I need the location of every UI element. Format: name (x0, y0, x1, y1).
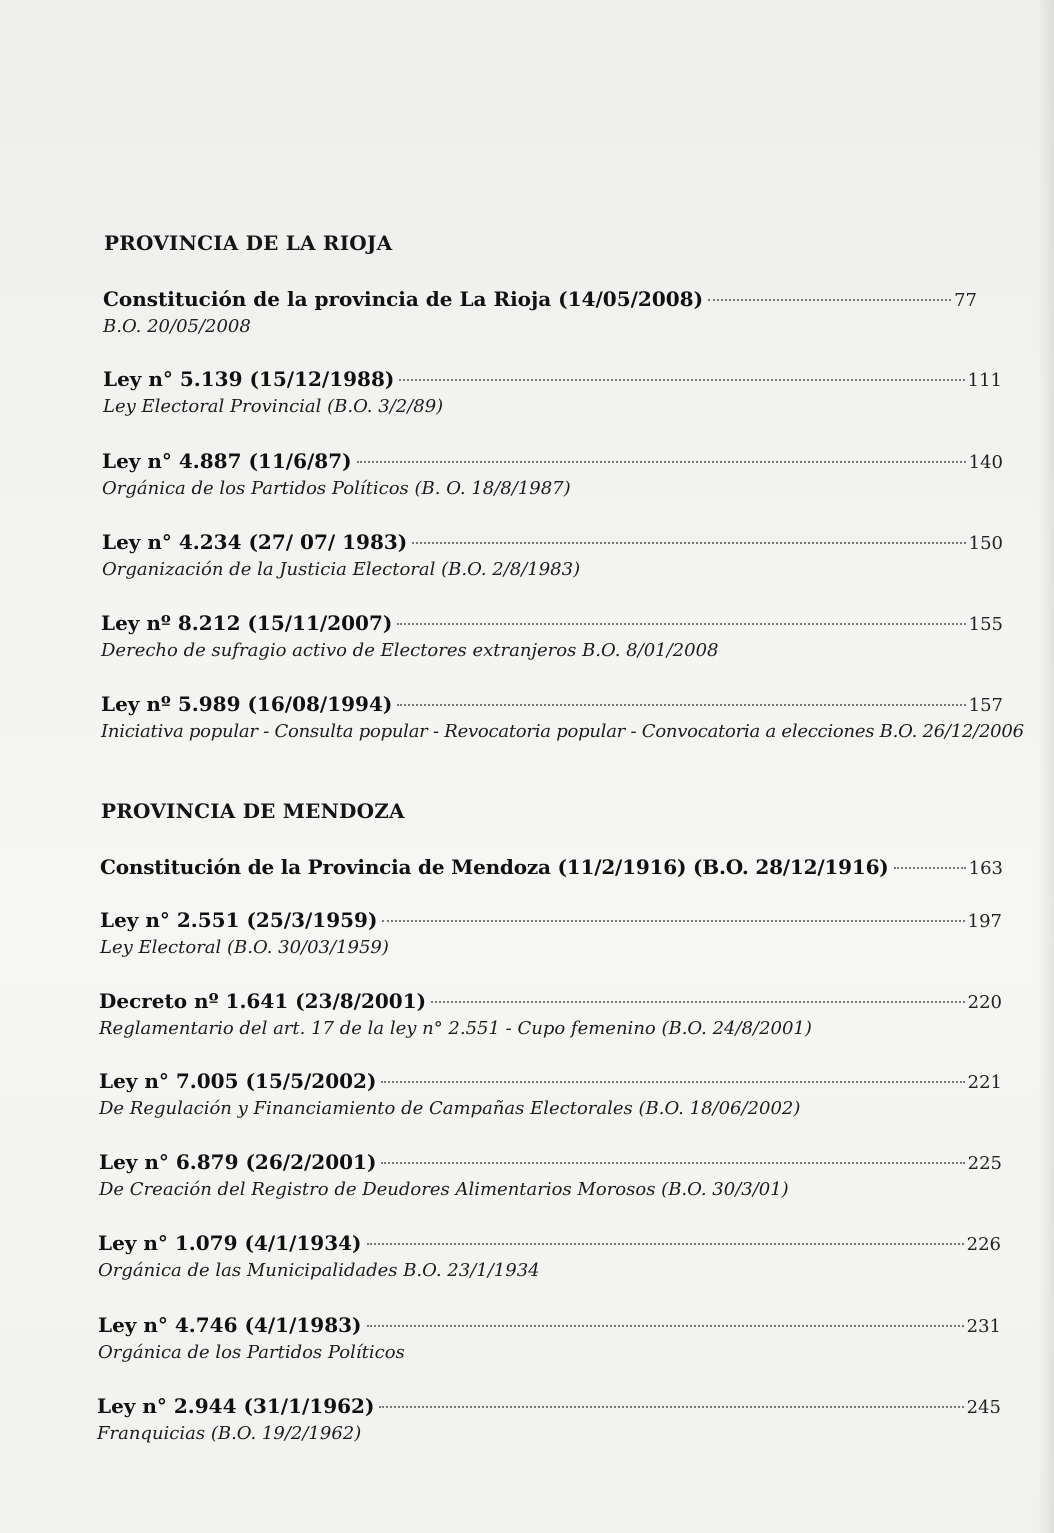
toc-entry (98, 1313, 1001, 1363)
toc-entry-line (101, 692, 1003, 716)
toc-page-number: 150 (968, 533, 1003, 554)
scan-edge-shadow (1038, 0, 1054, 1533)
toc-entry (100, 908, 1002, 958)
toc-page-number: 157 (968, 695, 1003, 716)
toc-entry-line (103, 367, 1002, 391)
toc-entry-line (97, 1394, 1001, 1418)
toc-entry-line (99, 1069, 1002, 1093)
dot-leader (431, 1001, 965, 1003)
toc-page-number: 225 (967, 1153, 1002, 1174)
toc-entry-title: Ley n° 1.079 (4/1/1934) (98, 1231, 362, 1255)
toc-entry (102, 530, 1003, 580)
toc-entry-title: Ley n° 4.746 (4/1/1983) (98, 1313, 362, 1337)
toc-entry (103, 367, 1002, 417)
toc-entry-title: Ley n° 4.234 (27/ 07/ 1983) (102, 530, 408, 554)
dot-leader (367, 1325, 964, 1327)
dot-leader (381, 1081, 964, 1083)
toc-entry-title: Constitución de la provincia de La Rioja (14/05/2008) (103, 287, 704, 311)
dot-leader (399, 379, 964, 381)
toc-page-number: 77 (954, 290, 977, 311)
toc-page-number: 111 (967, 370, 1002, 391)
toc-entry-line (101, 611, 1003, 635)
toc-entry (98, 1231, 1001, 1281)
dot-leader (367, 1243, 964, 1245)
toc-entry-subtitle: Organización de la Justicia Electoral (B.O. 2/8/1983) (102, 559, 581, 580)
toc-entry-line (100, 855, 1003, 879)
dot-leader (708, 299, 951, 301)
toc-entry (101, 611, 1003, 661)
toc-entry (101, 692, 1024, 742)
toc-entry (103, 287, 977, 337)
section-title-la-rioja: PROVINCIA DE LA RIOJA (104, 231, 393, 255)
toc-entry-subtitle: Iniciativa popular - Consulta popular - Revocatoria popular - Convocatoria a elecciones B.O. 26/12/2006 (101, 721, 1024, 742)
toc-page-number: 220 (967, 992, 1002, 1013)
toc-entry-subtitle: Franquicias (B.O. 19/2/1962) (97, 1423, 362, 1444)
toc-entry-line (99, 1150, 1002, 1174)
toc-entry-title: Ley nº 5.989 (16/08/1994) (101, 692, 393, 716)
toc-entry-line (100, 908, 1002, 932)
toc-entry-title: Ley n° 4.887 (11/6/87) (102, 449, 352, 473)
toc-entry (102, 449, 1003, 499)
toc-entry-subtitle: Orgánica de los Partidos Políticos (B. O. 18/8/1987) (102, 478, 571, 499)
toc-page-number: 163 (968, 858, 1003, 879)
toc-entry-subtitle: B.O. 20/05/2008 (103, 316, 251, 337)
toc-entry-title: Ley n° 5.139 (15/12/1988) (103, 367, 395, 391)
dot-leader (397, 623, 965, 625)
toc-entry-subtitle: Reglamentario del art. 17 de la ley n° 2.551 - Cupo femenino (B.O. 24/8/2001) (99, 1018, 812, 1039)
toc-entry (99, 1150, 1002, 1200)
toc-entry-line (102, 449, 1003, 473)
toc-entry (99, 989, 1002, 1039)
toc-entry-title: Ley n° 6.879 (26/2/2001) (99, 1150, 377, 1174)
toc-entry (99, 1069, 1002, 1119)
toc-entry-subtitle: Derecho de sufragio activo de Electores extranjeros B.O. 8/01/2008 (101, 640, 719, 661)
toc-entry-line (103, 287, 977, 311)
toc-entry-subtitle: Orgánica de las Municipalidades B.O. 23/1/1934 (98, 1260, 540, 1281)
section-title-mendoza: PROVINCIA DE MENDOZA (101, 799, 405, 823)
dot-leader (397, 704, 965, 706)
toc-entry-line (98, 1313, 1001, 1337)
toc-entry (100, 855, 1003, 879)
toc-entry-title: Ley n° 2.551 (25/3/1959) (100, 908, 378, 932)
toc-page-number: 155 (968, 614, 1003, 635)
dot-leader (412, 542, 965, 544)
toc-entry-title: Ley nº 8.212 (15/11/2007) (101, 611, 393, 635)
toc-page-number: 245 (966, 1397, 1001, 1418)
dot-leader (894, 867, 966, 869)
toc-entry-subtitle: Ley Electoral (B.O. 30/03/1959) (100, 937, 389, 958)
toc-page-number: 140 (968, 452, 1003, 473)
toc-page-number: 226 (966, 1234, 1001, 1255)
toc-entry-subtitle: Ley Electoral Provincial (B.O. 3/2/89) (103, 396, 444, 417)
toc-entry-line (99, 989, 1002, 1013)
dot-leader (357, 461, 966, 463)
toc-entry-title: Ley n° 2.944 (31/1/1962) (97, 1394, 375, 1418)
toc-entry-subtitle: Orgánica de los Partidos Políticos (98, 1342, 405, 1363)
dot-leader (382, 920, 964, 922)
toc-entry-title: Ley n° 7.005 (15/5/2002) (99, 1069, 377, 1093)
toc-entry-subtitle: De Creación del Registro de Deudores Alimentarios Morosos (B.O. 30/3/01) (99, 1179, 789, 1200)
toc-page-number: 197 (967, 911, 1002, 932)
toc-entry-subtitle: De Regulación y Financiamiento de Campañas Electorales (B.O. 18/06/2002) (99, 1098, 801, 1119)
toc-entry-line (102, 530, 1003, 554)
toc-page-number: 221 (967, 1072, 1002, 1093)
toc-entry-title: Decreto nº 1.641 (23/8/2001) (99, 989, 427, 1013)
toc-entry (97, 1394, 1001, 1444)
dot-leader (381, 1162, 964, 1164)
dot-leader (379, 1406, 963, 1408)
toc-page-number: 231 (966, 1316, 1001, 1337)
toc-entry-line (98, 1231, 1001, 1255)
toc-entry-title: Constitución de la Provincia de Mendoza (11/2/1916) (B.O. 28/12/1916) (100, 855, 889, 879)
